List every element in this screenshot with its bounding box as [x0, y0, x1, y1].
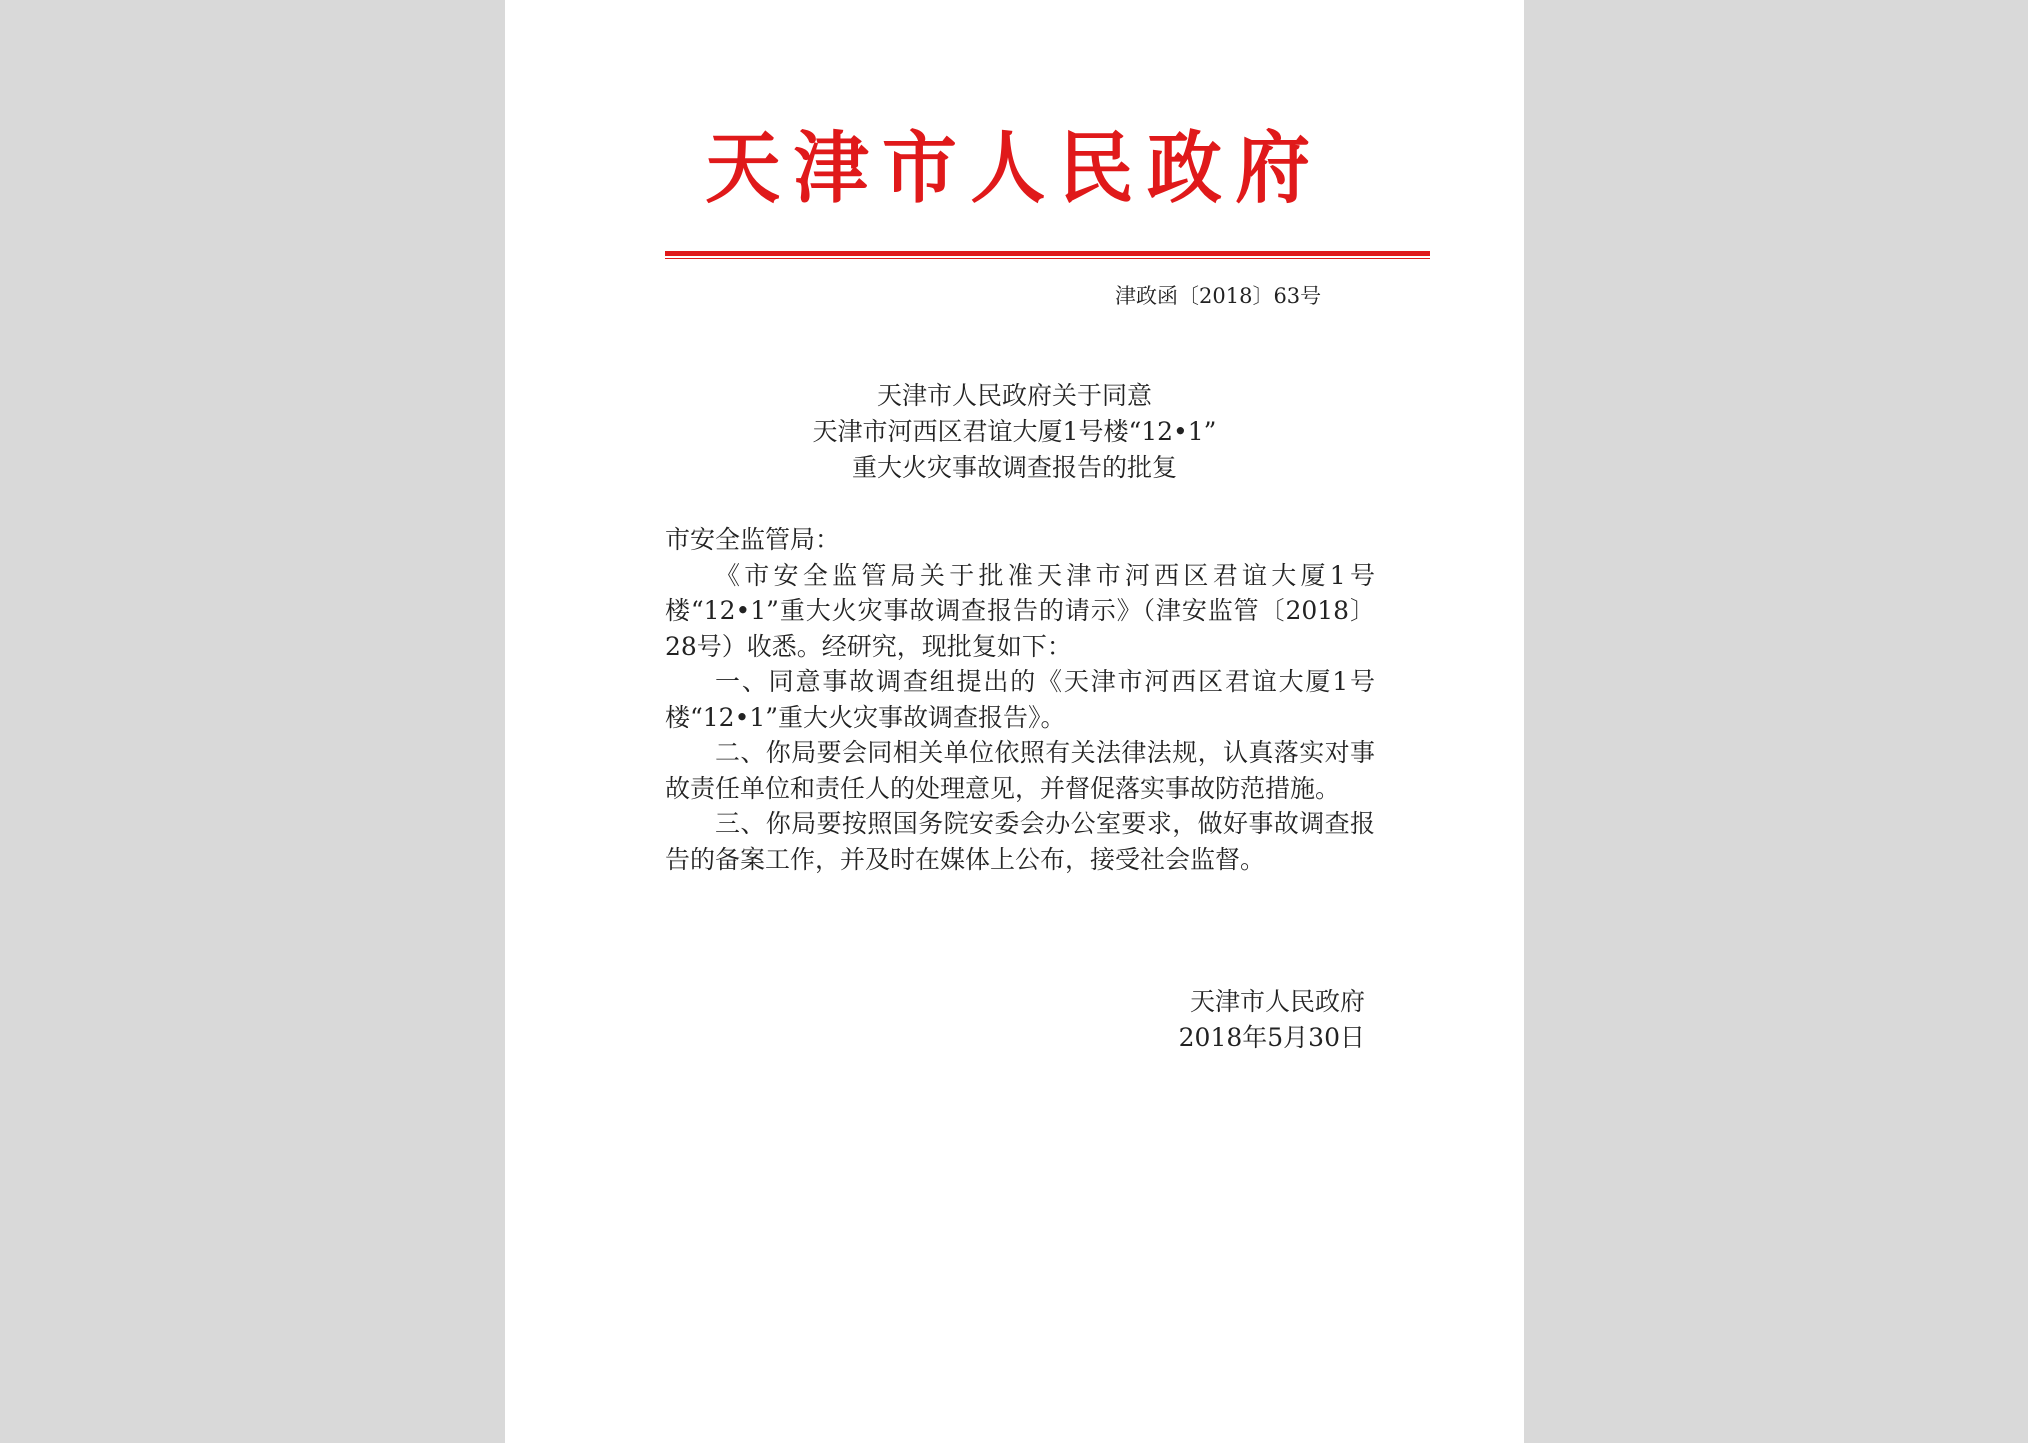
document-number: 津政函〔2018〕63号 [1115, 284, 1322, 308]
red-divider-line [665, 251, 1430, 256]
paragraph-1: 《市安全监管局关于批准天津市河西区君谊大厦1号楼“12•1”重大火灾事故调查报告的请示》（津安监管〔2018〕28号）收悉。经研究，现批复如下： [665, 560, 1375, 661]
signature-date: 2018年5月30日 [1178, 1023, 1365, 1052]
title-line-1: 天津市人民政府关于同意 [876, 381, 1152, 410]
document-body [665, 522, 1375, 877]
document-page [505, 0, 1524, 1443]
document-title [505, 378, 1524, 486]
addressee: 市安全监管局： [665, 525, 841, 554]
title-line-3: 重大火灾事故调查报告的批复 [851, 453, 1177, 482]
signature-block [1179, 984, 1365, 1056]
signature-organization: 天津市人民政府 [1189, 987, 1365, 1016]
paragraph-2: 一、同意事故调查组提出的《天津市河西区君谊大厦1号楼“12•1”重大火灾事故调查报告》。 [665, 667, 1375, 732]
red-divider-line-thin [665, 258, 1430, 259]
paragraph-3: 二、你局要会同相关单位依照有关法律法规，认真落实对事故责任单位和责任人的处理意见，并督促落实事故防范措施。 [665, 738, 1375, 803]
paragraph-4: 三、你局要按照国务院安委会办公室要求，做好事故调查报告的备案工作，并及时在媒体上公布，接受社会监督。 [665, 809, 1375, 874]
issuer-header: 天津市人民政府 [705, 123, 1324, 214]
title-line-2: 天津市河西区君谊大厦1号楼“12•1” [812, 417, 1217, 446]
